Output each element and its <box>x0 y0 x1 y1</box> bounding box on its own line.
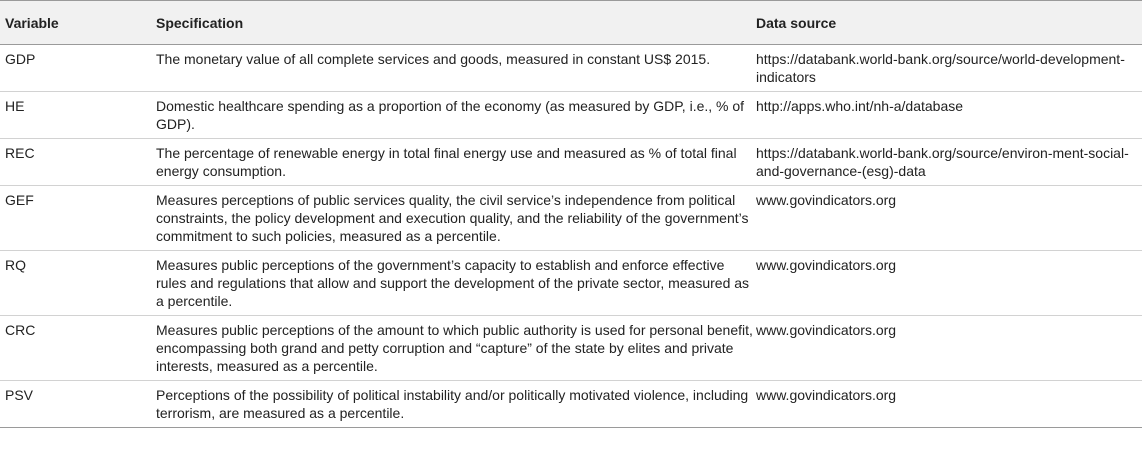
table-body <box>0 45 1142 428</box>
cell-specification: Measures public perceptions of the government’s capacity to establish and enforce effective rules and regulations that allow and support the development of the private sector, measured as a percentile. <box>156 251 756 316</box>
header-variable: Variable <box>0 1 156 45</box>
cell-specification: Measures public perceptions of the amount to which public authority is used for personal benefit, encompassing both grand and petty corruption and “capture” of the state by elites and private interests, measured as a percentile. <box>156 316 756 381</box>
cell-data-source: https://databank.world-bank.org/source/environ-ment-social-and-governance-(esg)-data <box>756 139 1142 186</box>
cell-specification: Perceptions of the possibility of political instability and/or politically motivated violence, including terrorism, are measured as a percentile. <box>156 381 756 428</box>
cell-variable: CRC <box>0 316 156 381</box>
cell-data-source: www.govindicators.org <box>756 251 1142 316</box>
cell-variable: RQ <box>0 251 156 316</box>
cell-data-source: http://apps.who.int/nh-a/database <box>756 92 1142 139</box>
table-header <box>0 1 1142 45</box>
cell-data-source: www.govindicators.org <box>756 186 1142 251</box>
header-specification: Specification <box>156 1 756 45</box>
cell-variable: GEF <box>0 186 156 251</box>
cell-variable: HE <box>0 92 156 139</box>
cell-specification: The percentage of renewable energy in total final energy use and measured as % of total final energy consumption. <box>156 139 756 186</box>
cell-data-source: www.govindicators.org <box>756 381 1142 428</box>
cell-data-source: https://databank.world-bank.org/source/world-development-indicators <box>756 45 1142 92</box>
header-row <box>0 1 1142 45</box>
cell-specification: Measures perceptions of public services quality, the civil service’s independence from political constraints, the policy development and execution quality, and the reliability of the government’s commitment to such policies, measured as a percentile. <box>156 186 756 251</box>
cell-variable: GDP <box>0 45 156 92</box>
table-row <box>0 251 1142 316</box>
header-data-source: Data source <box>756 1 1142 45</box>
table-row <box>0 316 1142 381</box>
table-row <box>0 139 1142 186</box>
table-row <box>0 381 1142 428</box>
table-row <box>0 92 1142 139</box>
cell-variable: PSV <box>0 381 156 428</box>
table-row <box>0 45 1142 92</box>
cell-data-source: www.govindicators.org <box>756 316 1142 381</box>
cell-specification: The monetary value of all complete services and goods, measured in constant US$ 2015. <box>156 45 756 92</box>
table-row <box>0 186 1142 251</box>
cell-specification: Domestic healthcare spending as a proportion of the economy (as measured by GDP, i.e., % of GDP). <box>156 92 756 139</box>
cell-variable: REC <box>0 139 156 186</box>
